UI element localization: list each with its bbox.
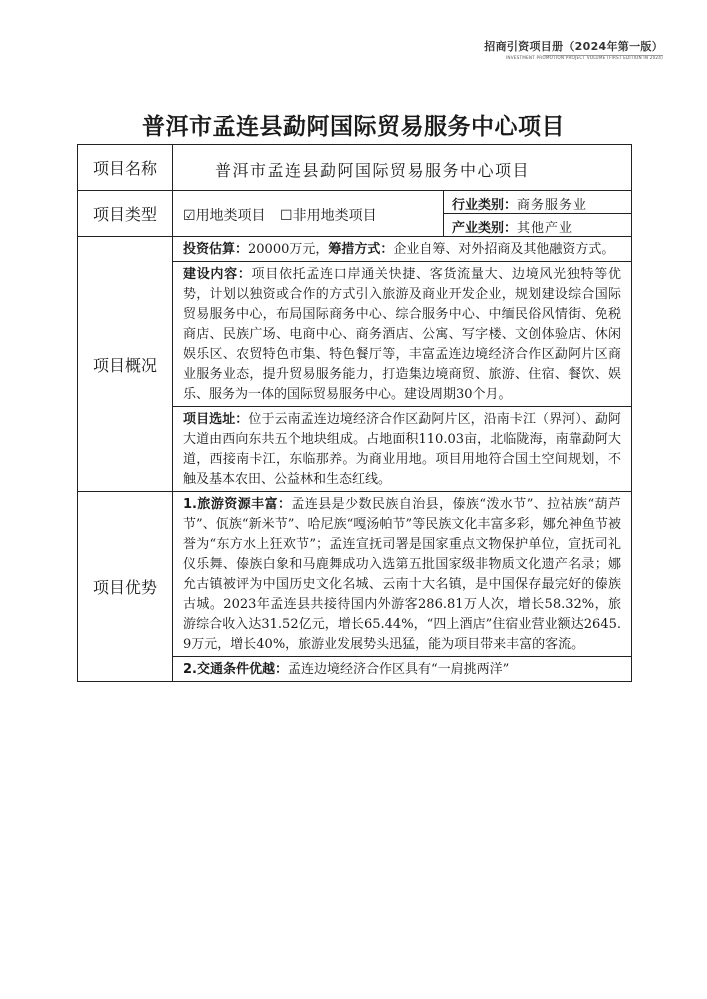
sector-category xyxy=(444,213,631,236)
invest-label: 投资估算： xyxy=(183,242,249,257)
funding-label: 筹措方式： xyxy=(328,242,394,257)
label-overview: 项目概况 xyxy=(78,237,173,492)
funding-value: 企业自筹、对外招商及其他融资方式。 xyxy=(393,242,615,257)
site-label: 项目选址： xyxy=(183,412,249,427)
brand-title: 招商引资项目册（2024年第一版） xyxy=(484,40,663,53)
brand-divider xyxy=(543,55,663,56)
industry-category xyxy=(444,191,631,213)
adv1-label: 1.旅游资源丰富： xyxy=(183,497,292,512)
option-land-use xyxy=(183,208,266,224)
option-non-land-use xyxy=(280,208,377,224)
adv2-value: 孟连边境经济合作区具有“一肩挑两洋” xyxy=(287,662,510,677)
adv2-label: 2.交通条件优越： xyxy=(183,662,288,677)
category-box xyxy=(443,191,631,236)
brand-subtitle: INVESTMENT PROMOTION PROJECT VOLUME (FIRST EDITION IN 2024) xyxy=(505,55,663,60)
content-value: 项目依托孟连口岸通关快捷、客货流量大、边境风光独特等优势，计划以独资或合作的方式引入旅游及商业开发企业，规划建设综合国际贸易服务中心，布局国际商务中心、综合服务中心、中缅民俗风情街、免税商店、民族广场、电商中心、商务酒店、公寓、写字楼、文创体验店、休闲娱乐区、农贸特色市集、特色餐厅等，丰富孟连边境经济合作区勐阿片区商业服务业态，提升贸易服务能力，打造集边境商贸、旅游、住宿、餐饮、娱乐、服务为一体的国际贸易服务中心。建设周期30个月。 xyxy=(183,267,621,402)
brand-header xyxy=(484,38,663,60)
checked-checkbox-icon: ☑ xyxy=(183,208,196,224)
sector-label: 产业类别： xyxy=(452,221,518,236)
content-label: 建设内容： xyxy=(183,267,252,282)
label-project-type: 项目类型 xyxy=(78,191,173,237)
investment-block xyxy=(173,237,631,261)
site-block xyxy=(173,406,631,491)
project-type-options xyxy=(173,191,443,236)
row-advantages xyxy=(78,492,632,682)
value-project-name: 普洱市孟连县勐阿国际贸易服务中心项目 xyxy=(215,161,531,180)
row-overview xyxy=(78,237,632,492)
project-table xyxy=(77,144,632,682)
unchecked-checkbox-icon: ☐ xyxy=(280,208,293,224)
adv1-value: 孟连县是少数民族自治县，傣族“泼水节”、拉祜族“葫芦节”、佤族“新米节”、哈尼族“嘎汤帕节”等民族文化丰富多彩，娜允神鱼节被誉为“东方水上狂欢节”；孟连宣抚司署是国家重点文物保护单位，宣抚司礼仪乐舞、傣族白象和马鹿舞成功入选第五批国家级非物质文化遗产名录；娜允古镇被评为中国历史文化名城、云南十大名镇，是中国保存最完好的傣族古城。2023年孟连县共接待国内外游客286.81万人次，增长58.32%，旅游综合收入达31.52亿元，增长65.44%，“四上酒店”住宿业营业额达2645.9万元，增长40%，旅游业发展势头迅猛，能为项目带来丰富的客流。 xyxy=(183,497,621,652)
advantage-transport xyxy=(173,656,631,681)
industry-label: 行业类别： xyxy=(452,198,518,213)
row-project-name xyxy=(78,145,632,191)
invest-value: 20000万元， xyxy=(248,242,329,257)
label-advantages: 项目优势 xyxy=(78,492,173,682)
construction-block xyxy=(173,261,631,406)
advantage-tourism xyxy=(173,492,631,656)
page-title: 普洱市孟连县勐阿国际贸易服务中心项目 xyxy=(142,113,565,140)
option-land-use-label: 用地类项目 xyxy=(195,208,266,224)
option-non-land-use-label: 非用地类项目 xyxy=(292,208,377,224)
sector-value: 其他产业 xyxy=(517,221,574,236)
industry-value: 商务服务业 xyxy=(517,198,588,213)
site-value: 位于云南孟连边境经济合作区勐阿片区，沿南卡江（界河）、勐阿大道由西向东共五个地块组成。占地面积110.03亩，北临陇海，南靠勐阿大道，西接南卡江，东临那养。为商业用地。项目用地符合国土空间规划，不触及基本农田、公益林和生态红线。 xyxy=(183,412,621,487)
label-project-name: 项目名称 xyxy=(78,145,173,191)
row-project-type xyxy=(78,191,632,237)
